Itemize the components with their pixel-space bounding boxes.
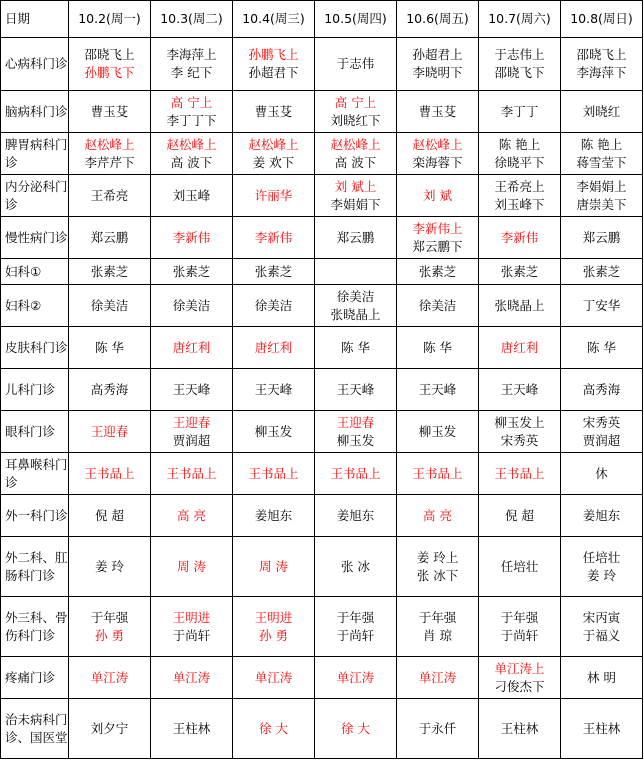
schedule-cell xyxy=(233,537,315,597)
header-row xyxy=(1,1,643,38)
schedule-cell xyxy=(233,327,315,369)
schedule-cell xyxy=(69,217,151,259)
schedule-cell xyxy=(69,175,151,217)
department-cell: 外一科门诊 xyxy=(1,495,69,537)
doctor-entry: 倪 超 xyxy=(505,507,534,523)
schedule-cell xyxy=(479,217,561,259)
schedule-cell xyxy=(315,259,397,285)
schedule-cell xyxy=(397,411,479,453)
schedule-cell xyxy=(151,699,233,759)
schedule-cell xyxy=(233,259,315,285)
doctor-entry: 王书品上 xyxy=(494,465,545,481)
schedule-cell xyxy=(69,91,151,133)
schedule-cell xyxy=(479,657,561,699)
doctor-entry: 徐美洁 xyxy=(90,297,129,313)
doctor-entry: 柳玉发 xyxy=(418,423,457,439)
doctor-entry: 唐红利 xyxy=(172,339,211,355)
doctor-entry: 姜 玲 xyxy=(95,558,124,574)
schedule-cell xyxy=(479,175,561,217)
schedule-cell xyxy=(69,259,151,285)
schedule-cell xyxy=(397,495,479,537)
doctor-entry: 柳玉发上 xyxy=(494,414,545,430)
schedule-cell xyxy=(561,411,643,453)
schedule-cell xyxy=(69,369,151,411)
table-row xyxy=(1,38,643,91)
doctor-entry: 孙超君下 xyxy=(248,65,299,80)
schedule-cell xyxy=(561,38,643,91)
table-row xyxy=(1,327,643,369)
doctor-entry: 姜旭东 xyxy=(582,507,621,523)
doctor-entry: 于志伟 xyxy=(336,56,375,71)
doctor-entry: 王书品上 xyxy=(84,465,135,481)
doctor-entry: 倪 超 xyxy=(95,507,124,523)
schedule-cell xyxy=(233,38,315,91)
schedule-cell xyxy=(479,91,561,133)
schedule-cell xyxy=(151,217,233,259)
doctor-entry: 唐崇美下 xyxy=(576,196,627,212)
schedule-cell xyxy=(479,495,561,537)
doctor-entry: 高 宁上 xyxy=(334,94,377,110)
schedule-cell xyxy=(561,259,643,285)
doctor-entry: 于年强 xyxy=(500,609,539,625)
schedule-cell xyxy=(479,537,561,597)
doctor-entry: 张 冰 xyxy=(341,558,370,574)
schedule-cell xyxy=(233,133,315,175)
schedule-cell xyxy=(315,597,397,657)
doctor-entry: 柳玉发 xyxy=(254,423,293,439)
doctor-entry: 任培壮 xyxy=(582,549,621,565)
doctor-entry: 王天峰 xyxy=(418,381,457,397)
doctor-entry: 唐红利 xyxy=(254,339,293,355)
doctor-entry: 刘玉峰 xyxy=(172,187,211,203)
doctor-entry: 李芹芹下 xyxy=(84,154,135,170)
schedule-cell xyxy=(233,369,315,411)
schedule-cell xyxy=(315,175,397,217)
table-row xyxy=(1,597,643,657)
schedule-cell xyxy=(69,327,151,369)
header-cell-day: 10.5(周四) xyxy=(315,1,397,38)
doctor-entry: 徐晓平下 xyxy=(494,154,545,170)
doctor-entry: 邵晓飞下 xyxy=(494,65,545,80)
doctor-entry: 于尚轩 xyxy=(500,627,539,643)
schedule-cell xyxy=(151,411,233,453)
doctor-entry: 曹玉芟 xyxy=(90,103,129,119)
doctor-entry: 王希亮上 xyxy=(494,178,545,194)
doctor-entry: 姜旭东 xyxy=(336,507,375,523)
doctor-entry: 孙超君上 xyxy=(412,47,463,62)
schedule-cell xyxy=(233,175,315,217)
doctor-entry: 高 亮 xyxy=(423,507,452,523)
schedule-cell xyxy=(233,495,315,537)
doctor-entry: 于永仟 xyxy=(418,720,457,736)
department-cell: 疼痛门诊 xyxy=(1,657,69,699)
schedule-cell xyxy=(315,91,397,133)
schedule-cell xyxy=(315,411,397,453)
doctor-entry: 于福义 xyxy=(582,627,621,643)
schedule-cell xyxy=(233,699,315,759)
schedule-cell xyxy=(315,217,397,259)
table-row xyxy=(1,453,643,495)
table-row xyxy=(1,285,643,327)
department-cell: 皮肤科门诊 xyxy=(1,327,69,369)
schedule-cell xyxy=(69,411,151,453)
doctor-entry: 姜 欢下 xyxy=(252,154,295,170)
department-cell: 内分泌科门诊 xyxy=(1,175,69,217)
doctor-entry: 王明进 xyxy=(254,609,293,625)
schedule-cell xyxy=(315,453,397,495)
doctor-entry: 高秀海 xyxy=(90,381,129,397)
schedule-cell xyxy=(561,175,643,217)
doctor-entry: 单江涛 xyxy=(418,669,457,685)
schedule-cell xyxy=(151,175,233,217)
schedule-cell xyxy=(69,597,151,657)
schedule-cell xyxy=(69,38,151,91)
schedule-cell xyxy=(233,91,315,133)
doctor-entry: 邵晓飞上 xyxy=(84,47,135,62)
schedule-cell xyxy=(561,91,643,133)
doctor-entry: 王明进 xyxy=(172,609,211,625)
doctor-entry: 徐美洁 xyxy=(336,288,375,304)
doctor-entry: 高 宁上 xyxy=(170,94,213,110)
doctor-entry: 王迎春 xyxy=(90,423,129,439)
doctor-entry: 林 明 xyxy=(587,669,616,685)
schedule-cell xyxy=(479,369,561,411)
doctor-entry: 王天峰 xyxy=(336,381,375,397)
schedule-cell xyxy=(561,657,643,699)
schedule-cell xyxy=(151,259,233,285)
doctor-entry: 高秀海 xyxy=(582,381,621,397)
department-cell: 脑病科门诊 xyxy=(1,91,69,133)
doctor-entry: 王希亮 xyxy=(90,187,129,203)
schedule-cell xyxy=(151,369,233,411)
schedule-cell xyxy=(315,369,397,411)
doctor-entry: 贾润超 xyxy=(582,432,621,448)
doctor-entry: 陈 华 xyxy=(423,339,452,355)
doctor-entry: 丁安华 xyxy=(582,297,621,313)
schedule-cell xyxy=(151,285,233,327)
schedule-cell xyxy=(151,133,233,175)
department-cell: 儿科门诊 xyxy=(1,369,69,411)
schedule-cell xyxy=(315,699,397,759)
schedule-cell xyxy=(315,657,397,699)
table-row xyxy=(1,411,643,453)
doctor-entry: 宋秀英 xyxy=(500,432,539,448)
schedule-cell xyxy=(479,38,561,91)
doctor-entry: 于尚轩 xyxy=(172,627,211,643)
doctor-entry: 高 波下 xyxy=(334,154,377,170)
schedule-cell xyxy=(233,411,315,453)
schedule-cell xyxy=(479,327,561,369)
doctor-entry: 赵松峰上 xyxy=(330,136,381,152)
doctor-entry: 王迎春 xyxy=(336,414,375,430)
doctor-entry: 曹玉芟 xyxy=(418,103,457,119)
doctor-entry: 郑云鹏下 xyxy=(412,238,463,254)
schedule-cell xyxy=(561,495,643,537)
schedule-cell xyxy=(315,495,397,537)
schedule-cell xyxy=(315,537,397,597)
doctor-entry: 王天峰 xyxy=(172,381,211,397)
schedule-cell xyxy=(479,285,561,327)
doctor-entry: 蒋雪莹下 xyxy=(576,154,627,170)
schedule-cell xyxy=(315,327,397,369)
doctor-entry: 于尚轩 xyxy=(336,627,375,643)
schedule-cell xyxy=(151,327,233,369)
doctor-entry: 王迎春 xyxy=(172,414,211,430)
schedule-cell xyxy=(151,657,233,699)
schedule-cell xyxy=(315,285,397,327)
doctor-entry: 孙鹏飞下 xyxy=(84,65,135,80)
doctor-entry: 刁俊杰下 xyxy=(494,678,545,694)
doctor-entry: 于年强 xyxy=(90,609,129,625)
schedule-cell xyxy=(151,453,233,495)
doctor-entry: 张晓晶上 xyxy=(494,297,545,313)
doctor-entry: 陈 艳上 xyxy=(580,136,623,152)
schedule-cell xyxy=(561,597,643,657)
doctor-entry: 徐美洁 xyxy=(254,297,293,313)
doctor-entry: 唐红利 xyxy=(500,339,539,355)
header-cell-day: 10.2(周一) xyxy=(69,1,151,38)
doctor-entry: 宋秀英 xyxy=(582,414,621,430)
doctor-entry: 刘晓红 xyxy=(582,103,621,119)
doctor-entry: 李海萍上 xyxy=(166,47,217,62)
doctor-entry: 李新伟 xyxy=(500,229,539,245)
schedule-cell xyxy=(397,285,479,327)
header-cell-day: 10.8(周日) xyxy=(561,1,643,38)
doctor-entry: 李丁丁 xyxy=(500,103,539,119)
doctor-entry: 高 亮 xyxy=(177,507,206,523)
schedule-cell xyxy=(315,38,397,91)
doctor-entry: 徐 大 xyxy=(259,720,288,736)
doctor-entry: 郑云鹏 xyxy=(582,229,621,245)
header-cell-day: 10.3(周二) xyxy=(151,1,233,38)
table-row xyxy=(1,537,643,597)
doctor-entry: 王书品上 xyxy=(248,465,299,481)
schedule-cell xyxy=(397,38,479,91)
schedule-cell xyxy=(315,133,397,175)
doctor-entry: 张素芝 xyxy=(418,263,457,279)
schedule-cell xyxy=(233,657,315,699)
doctor-entry: 李 纪下 xyxy=(170,65,213,80)
schedule-cell xyxy=(561,217,643,259)
doctor-entry: 于年强 xyxy=(336,609,375,625)
doctor-entry: 王天峰 xyxy=(254,381,293,397)
doctor-entry: 李海萍下 xyxy=(576,65,627,80)
doctor-entry: 于志伟上 xyxy=(494,47,545,62)
doctor-entry: 郑云鹏 xyxy=(90,229,129,245)
schedule-cell xyxy=(561,285,643,327)
table-row xyxy=(1,175,643,217)
table-row xyxy=(1,699,643,759)
schedule-cell xyxy=(397,537,479,597)
doctor-entry: 郑云鹏 xyxy=(336,229,375,245)
schedule-cell xyxy=(397,327,479,369)
doctor-entry: 李晓明下 xyxy=(412,65,463,80)
schedule-cell xyxy=(479,411,561,453)
doctor-entry: 单江涛 xyxy=(336,669,375,685)
doctor-entry: 单江涛上 xyxy=(494,660,545,676)
doctor-entry: 栾海蓉下 xyxy=(412,154,463,170)
doctor-entry: 姜 玲上 xyxy=(416,549,459,565)
schedule-cell xyxy=(69,699,151,759)
schedule-cell xyxy=(233,285,315,327)
table-row xyxy=(1,217,643,259)
schedule-cell xyxy=(561,537,643,597)
doctor-entry: 刘晓红下 xyxy=(330,112,381,128)
doctor-entry: 高 波下 xyxy=(170,154,213,170)
department-cell: 脾胃病科门诊 xyxy=(1,133,69,175)
department-cell: 慢性病门诊 xyxy=(1,217,69,259)
schedule-cell xyxy=(233,453,315,495)
table-row xyxy=(1,657,643,699)
schedule-cell xyxy=(69,453,151,495)
doctor-entry: 刘玉峰下 xyxy=(494,196,545,212)
doctor-entry: 单江涛 xyxy=(90,669,129,685)
schedule-cell xyxy=(151,537,233,597)
schedule-cell xyxy=(397,369,479,411)
doctor-entry: 徐美洁 xyxy=(418,297,457,313)
doctor-entry: 刘 斌 xyxy=(423,187,452,203)
schedule-cell xyxy=(397,133,479,175)
doctor-entry: 刘夕宁 xyxy=(90,720,129,736)
doctor-entry: 邵晓飞上 xyxy=(576,47,627,62)
doctor-entry: 单江涛 xyxy=(254,669,293,685)
schedule-cell xyxy=(233,217,315,259)
schedule-cell xyxy=(397,597,479,657)
department-cell: 治未病科门诊、国医堂 xyxy=(1,699,69,759)
doctor-entry: 李丁丁下 xyxy=(166,112,217,128)
department-cell: 心病科门诊 xyxy=(1,38,69,91)
schedule-cell xyxy=(479,259,561,285)
doctor-entry: 刘 斌上 xyxy=(334,178,377,194)
doctor-entry: 休 xyxy=(595,465,608,481)
department-cell: 妇科① xyxy=(1,259,69,285)
doctor-entry: 王柱林 xyxy=(582,720,621,736)
schedule-cell xyxy=(397,699,479,759)
schedule-cell xyxy=(479,453,561,495)
doctor-entry: 陈 艳上 xyxy=(498,136,541,152)
doctor-entry: 孙 勇 xyxy=(259,627,288,643)
table-row xyxy=(1,91,643,133)
doctor-entry: 赵松峰上 xyxy=(248,136,299,152)
doctor-entry: 肖 琼 xyxy=(423,627,452,643)
table-row xyxy=(1,369,643,411)
schedule-cell xyxy=(233,597,315,657)
doctor-entry: 李新伟上 xyxy=(412,220,463,236)
header-cell-date: 日期 xyxy=(1,1,69,38)
department-cell: 眼科门诊 xyxy=(1,411,69,453)
table-row xyxy=(1,133,643,175)
schedule-cell xyxy=(151,495,233,537)
doctor-entry: 张素芝 xyxy=(172,263,211,279)
schedule-cell xyxy=(69,657,151,699)
doctor-entry: 王书品上 xyxy=(330,465,381,481)
schedule-cell xyxy=(561,327,643,369)
doctor-entry: 李娟娟上 xyxy=(576,178,627,194)
schedule-cell xyxy=(69,133,151,175)
doctor-entry: 陈 华 xyxy=(587,339,616,355)
schedule-body xyxy=(1,1,643,759)
doctor-entry: 王柱林 xyxy=(172,720,211,736)
department-cell: 妇科② xyxy=(1,285,69,327)
doctor-entry: 李新伟 xyxy=(254,229,293,245)
doctor-entry: 张素芝 xyxy=(90,263,129,279)
schedule-cell xyxy=(69,537,151,597)
schedule-cell xyxy=(69,495,151,537)
table-row xyxy=(1,259,643,285)
doctor-entry: 张素芝 xyxy=(500,263,539,279)
department-cell: 外二科、肛肠科门诊 xyxy=(1,537,69,597)
schedule-cell xyxy=(479,133,561,175)
doctor-entry: 孙 勇 xyxy=(95,627,124,643)
doctor-entry: 王书品上 xyxy=(412,465,463,481)
doctor-entry: 陈 华 xyxy=(341,339,370,355)
doctor-entry: 徐 大 xyxy=(341,720,370,736)
schedule-cell xyxy=(397,657,479,699)
schedule-cell xyxy=(151,38,233,91)
doctor-entry: 姜旭东 xyxy=(254,507,293,523)
header-cell-day: 10.4(周三) xyxy=(233,1,315,38)
schedule-cell xyxy=(397,453,479,495)
doctor-entry: 曹玉芟 xyxy=(254,103,293,119)
doctor-entry: 徐美洁 xyxy=(172,297,211,313)
doctor-entry: 贾润超 xyxy=(172,432,211,448)
doctor-entry: 姜 玲 xyxy=(587,567,616,583)
doctor-entry: 王天峰 xyxy=(500,381,539,397)
schedule-cell xyxy=(479,597,561,657)
department-cell: 耳鼻喉科门诊 xyxy=(1,453,69,495)
doctor-entry: 张 冰下 xyxy=(416,567,459,583)
schedule-cell xyxy=(561,369,643,411)
doctor-entry: 张素芝 xyxy=(254,263,293,279)
schedule-cell xyxy=(151,597,233,657)
schedule-cell xyxy=(69,285,151,327)
doctor-entry: 任培壮 xyxy=(500,558,539,574)
doctor-entry: 单江涛 xyxy=(172,669,211,685)
header-cell-day: 10.7(周六) xyxy=(479,1,561,38)
department-cell: 外三科、骨伤科门诊 xyxy=(1,597,69,657)
doctor-entry: 赵松峰上 xyxy=(166,136,217,152)
doctor-entry: 张素芝 xyxy=(582,263,621,279)
doctor-entry: 周 涛 xyxy=(177,558,206,574)
schedule-cell xyxy=(397,259,479,285)
doctor-entry: 许丽华 xyxy=(254,187,293,203)
doctor-entry: 周 涛 xyxy=(259,558,288,574)
schedule-cell xyxy=(151,91,233,133)
doctor-entry: 赵松峰上 xyxy=(412,136,463,152)
schedule-cell xyxy=(479,699,561,759)
doctor-entry: 张晓晶上 xyxy=(330,306,381,322)
doctor-entry: 赵松峰上 xyxy=(84,136,135,152)
doctor-entry: 于年强 xyxy=(418,609,457,625)
doctor-entry: 王书品上 xyxy=(166,465,217,481)
schedule-cell xyxy=(397,217,479,259)
schedule-cell xyxy=(397,175,479,217)
doctor-entry: 李娟娟下 xyxy=(330,196,381,212)
doctor-entry: 陈 华 xyxy=(95,339,124,355)
schedule-cell xyxy=(561,133,643,175)
schedule-cell xyxy=(561,453,643,495)
doctor-entry: 李新伟 xyxy=(172,229,211,245)
schedule-cell xyxy=(561,699,643,759)
table-row xyxy=(1,495,643,537)
schedule-cell xyxy=(397,91,479,133)
doctor-entry: 王柱林 xyxy=(500,720,539,736)
doctor-entry: 宋丙寅 xyxy=(582,609,621,625)
doctor-entry: 孙鹏飞上 xyxy=(248,47,299,62)
header-cell-day: 10.6(周五) xyxy=(397,1,479,38)
doctor-entry: 柳玉发 xyxy=(336,432,375,448)
